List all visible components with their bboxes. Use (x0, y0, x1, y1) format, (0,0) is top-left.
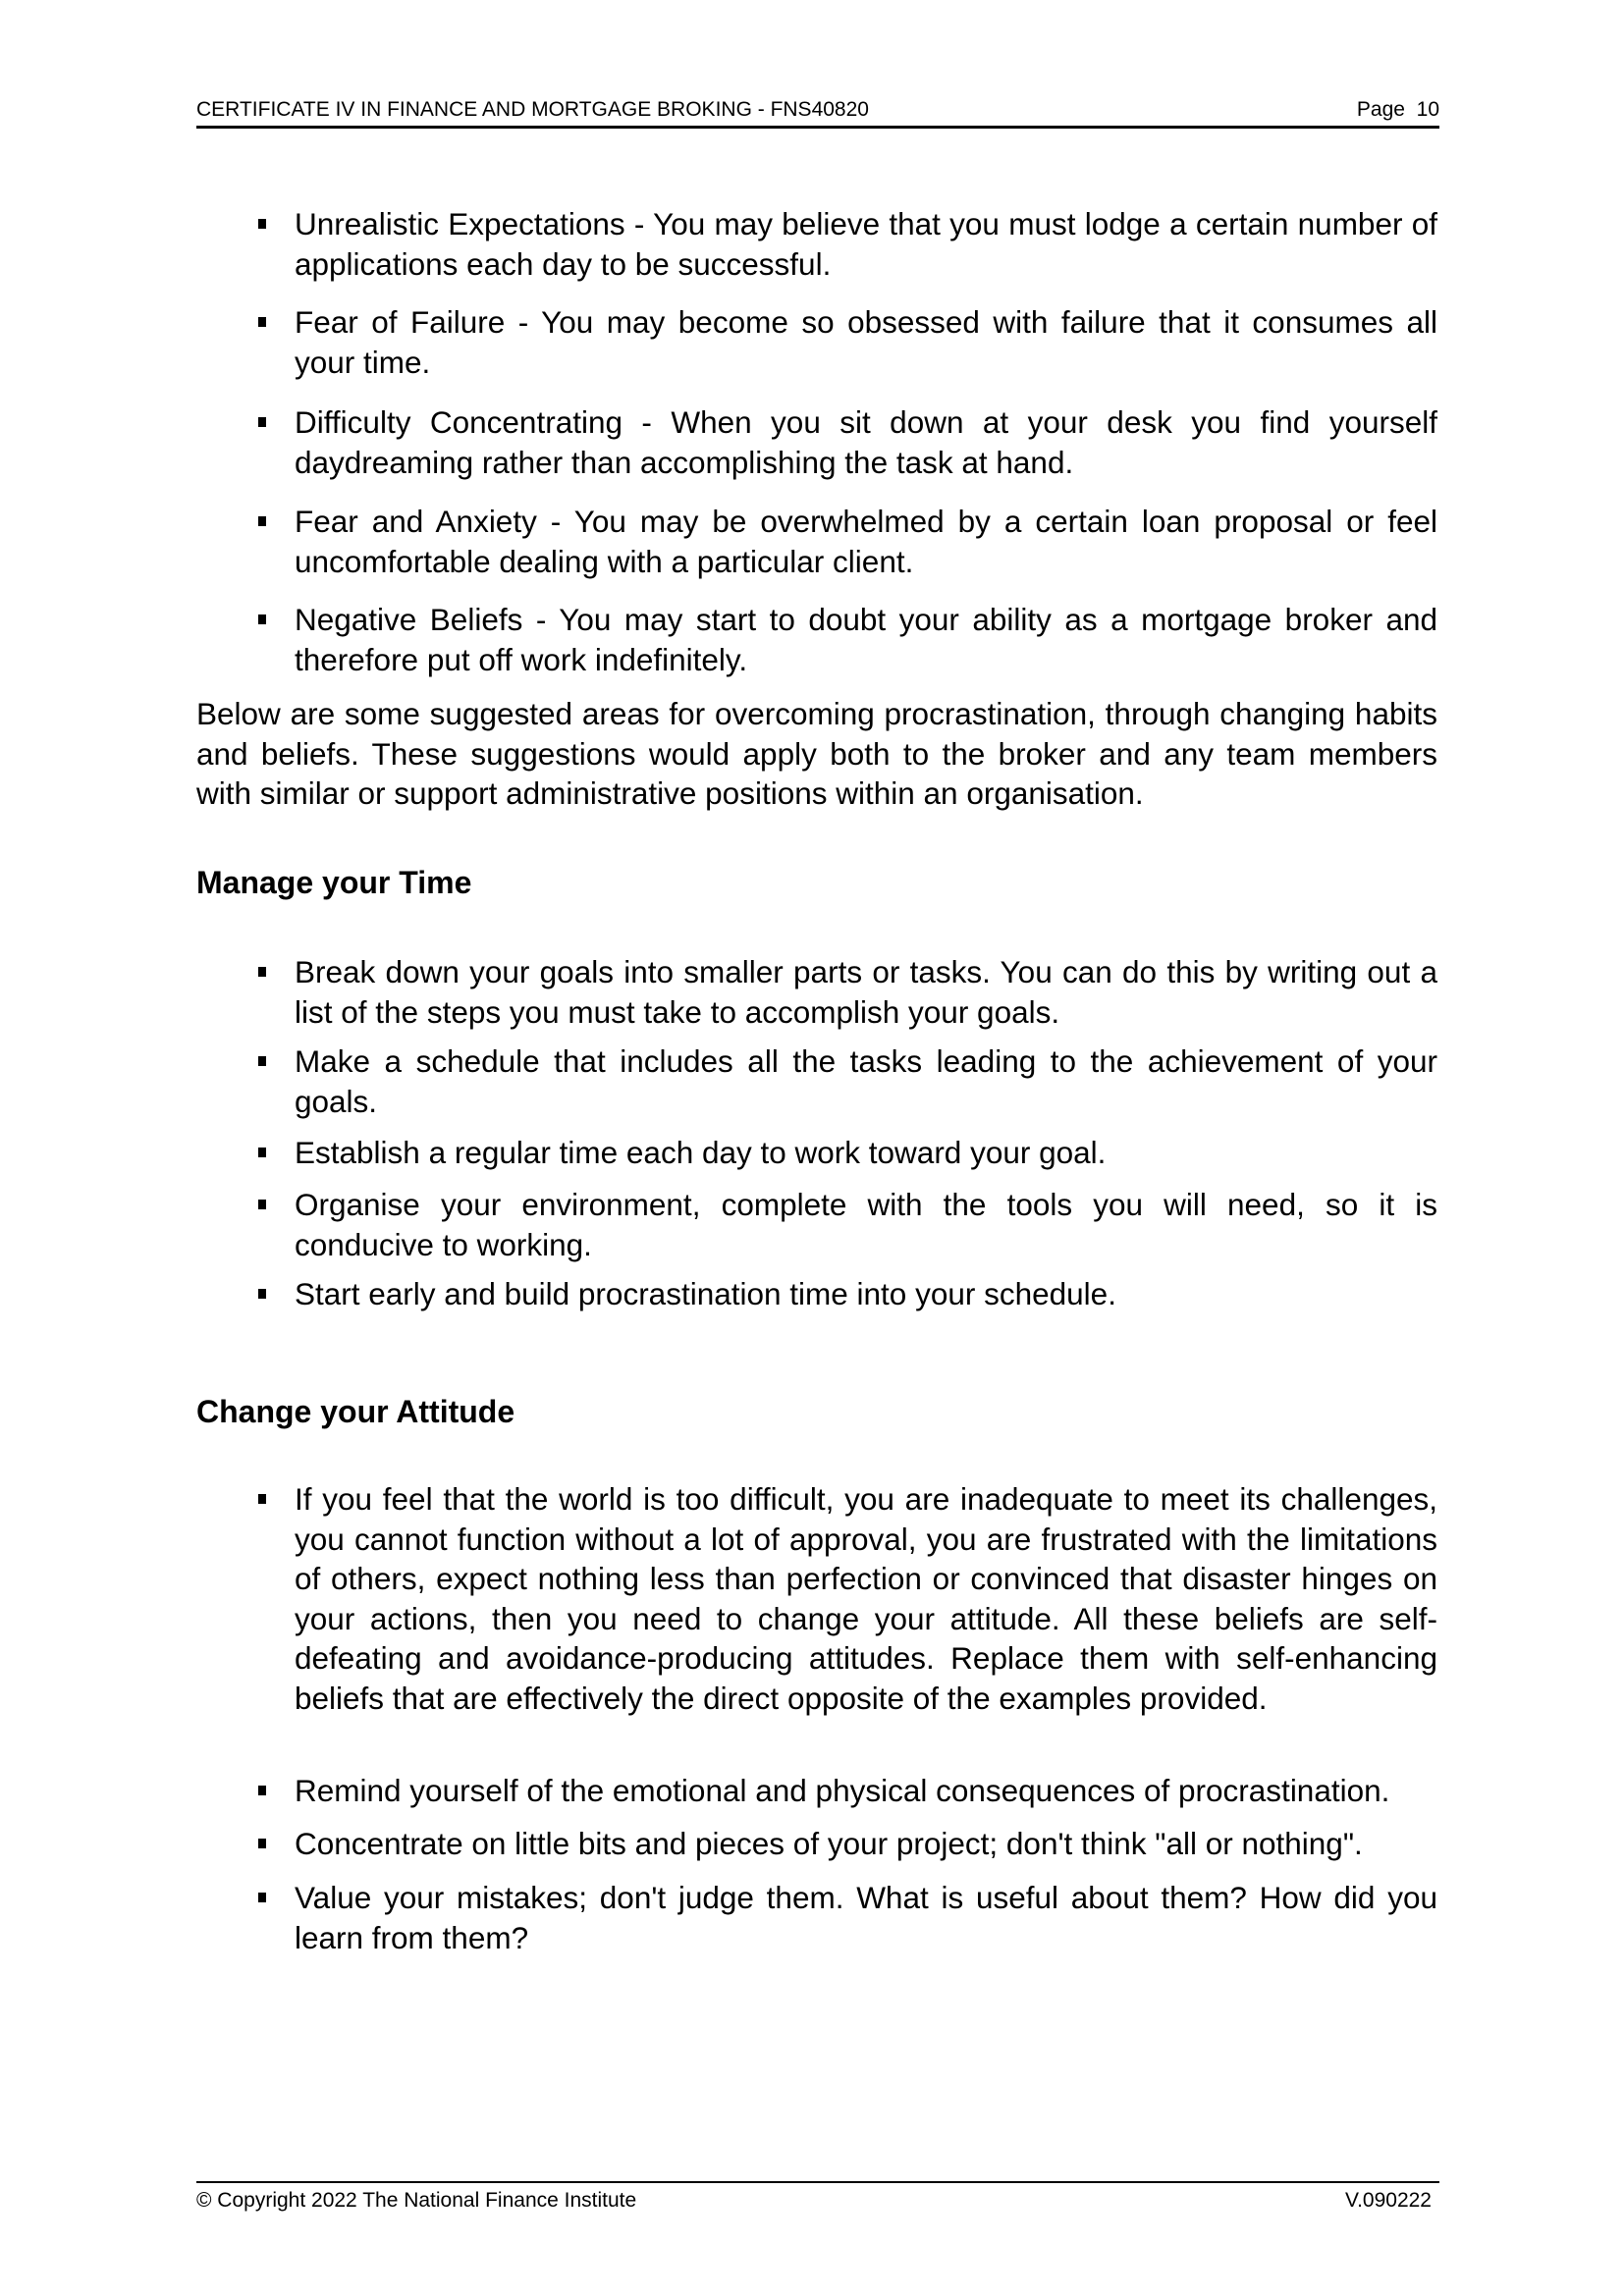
copyright-text: © Copyright 2022 The National Finance Institute (196, 2189, 637, 2212)
list-item: Organise your environment, complete with the tools you will need, so it is conducive to working. (295, 1185, 1437, 1264)
list-item: Break down your goals into smaller parts or tasks. You can do this by writing out a list of the steps you must take to accomplish your goals. (295, 952, 1437, 1032)
page-footer (196, 2189, 1432, 2213)
page-header (196, 98, 1439, 122)
footer-divider (196, 2181, 1439, 2183)
list-item: Remind yourself of the emotional and physical consequences of procrastination. (295, 1771, 1437, 1811)
section-heading: Change your Attitude (196, 1394, 515, 1429)
header-divider (196, 126, 1439, 129)
list-item: Fear of Failure - You may become so obsessed with failure that it consumes all your time. (295, 302, 1437, 382)
version-text: V.090222 (1345, 2189, 1432, 2212)
list-item: Start early and build procrastination time into your schedule. (295, 1274, 1437, 1314)
document-title: CERTIFICATE IV IN FINANCE AND MORTGAGE BROKING - FNS40820 (196, 98, 869, 121)
list-item: If you feel that the world is too difficult, you are inadequate to meet its challenges, you cannot function without a lot of approval, you are frustrated with the limitations of others, expect nothing less than perfection or convinced that disaster hinges on your actions, then you need to change your attitude. All these beliefs are self-defeating and avoidance-producing attitudes. Replace them with self-enhancing beliefs that are effectively the direct opposite of the examples provided. (295, 1479, 1437, 1718)
list-item: Difficulty Concentrating - When you sit down at your desk you find yourself daydreaming rather than accomplishing the task at hand. (295, 402, 1437, 482)
list-item: Negative Beliefs - You may start to doubt your ability as a mortgage broker and therefore put off work indefinitely. (295, 600, 1437, 679)
page-number: Page 10 (1356, 98, 1439, 121)
body-paragraph: Below are some suggested areas for overcoming procrastination, through changing habits and beliefs. These suggestions would apply both to the broker and any team members with similar or support administrative positions within an organisation. (196, 696, 1437, 811)
list-item: Fear and Anxiety - You may be overwhelmed by a certain loan proposal or feel uncomfortable dealing with a particular client. (295, 502, 1437, 581)
list-item: Concentrate on little bits and pieces of your project; don't think "all or nothing". (295, 1824, 1437, 1864)
list-item: Value your mistakes; don't judge them. What is useful about them? How did you learn from them? (295, 1878, 1437, 1957)
list-item: Unrealistic Expectations - You may believe that you must lodge a certain number of applications each day to be successful. (295, 204, 1437, 284)
section-heading: Manage your Time (196, 865, 472, 900)
list-item: Make a schedule that includes all the tasks leading to the achievement of your goals. (295, 1041, 1437, 1121)
list-item: Establish a regular time each day to work toward your goal. (295, 1133, 1437, 1173)
